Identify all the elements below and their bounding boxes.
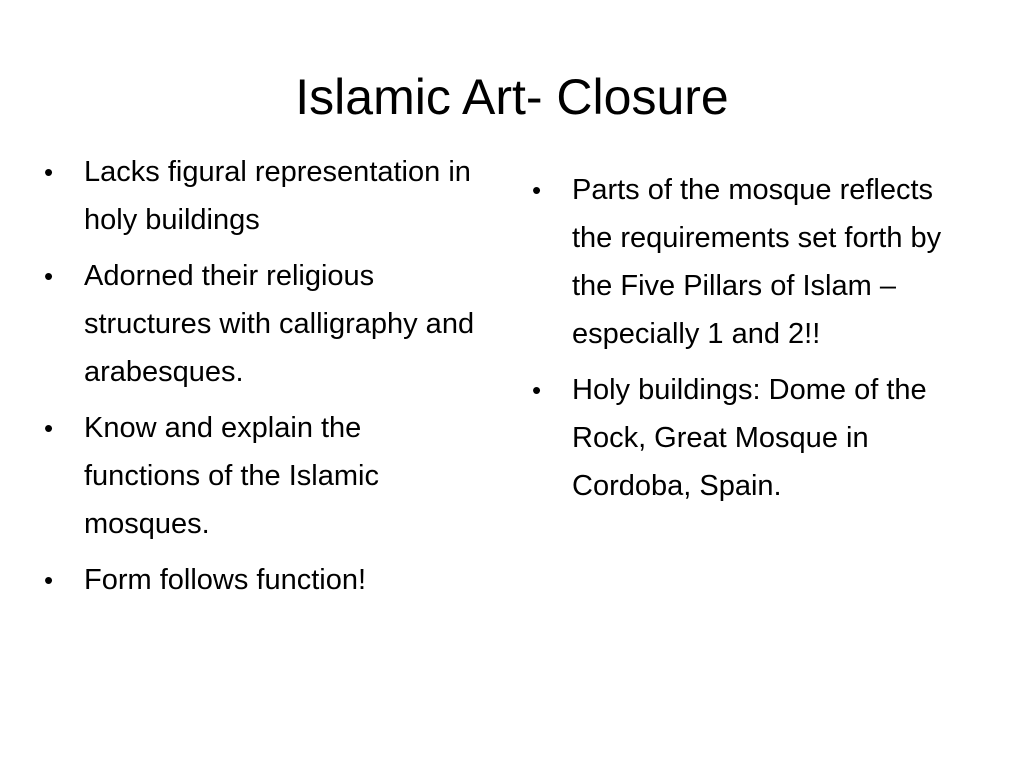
- bullet-item: [40, 556, 480, 604]
- bullet-text: Holy buildings: Dome of the Rock, Great Mosque in Cordoba, Spain.: [572, 374, 927, 502]
- bullet-dot-icon: •: [532, 175, 542, 205]
- bullet-item: [40, 252, 480, 396]
- slide-title: Islamic Art- Closure: [295, 69, 729, 125]
- bullet-text: Adorned their religious structures with calligraphy and arabesques.: [84, 260, 475, 388]
- bullet-dot-icon: •: [44, 261, 54, 291]
- bullet-text: Lacks figural representation in holy buildings: [84, 156, 471, 236]
- bullet-dot-icon: •: [44, 565, 54, 595]
- left-bullet-list: [40, 148, 480, 612]
- right-bullet-list: [528, 166, 978, 518]
- bullet-item: [528, 366, 978, 510]
- bullet-text: Parts of the mosque reflects the requirements set forth by the Five Pillars of Islam – especially 1 and 2!!: [572, 174, 942, 350]
- bullet-dot-icon: •: [44, 413, 54, 443]
- bullet-dot-icon: •: [532, 375, 542, 405]
- bullet-text: Know and explain the functions of the Islamic mosques.: [84, 412, 379, 540]
- bullet-item: [40, 148, 480, 244]
- bullet-item: [528, 166, 978, 358]
- bullet-text: Form follows function!: [84, 564, 367, 596]
- bullet-item: [40, 404, 480, 548]
- bullet-dot-icon: •: [44, 157, 54, 187]
